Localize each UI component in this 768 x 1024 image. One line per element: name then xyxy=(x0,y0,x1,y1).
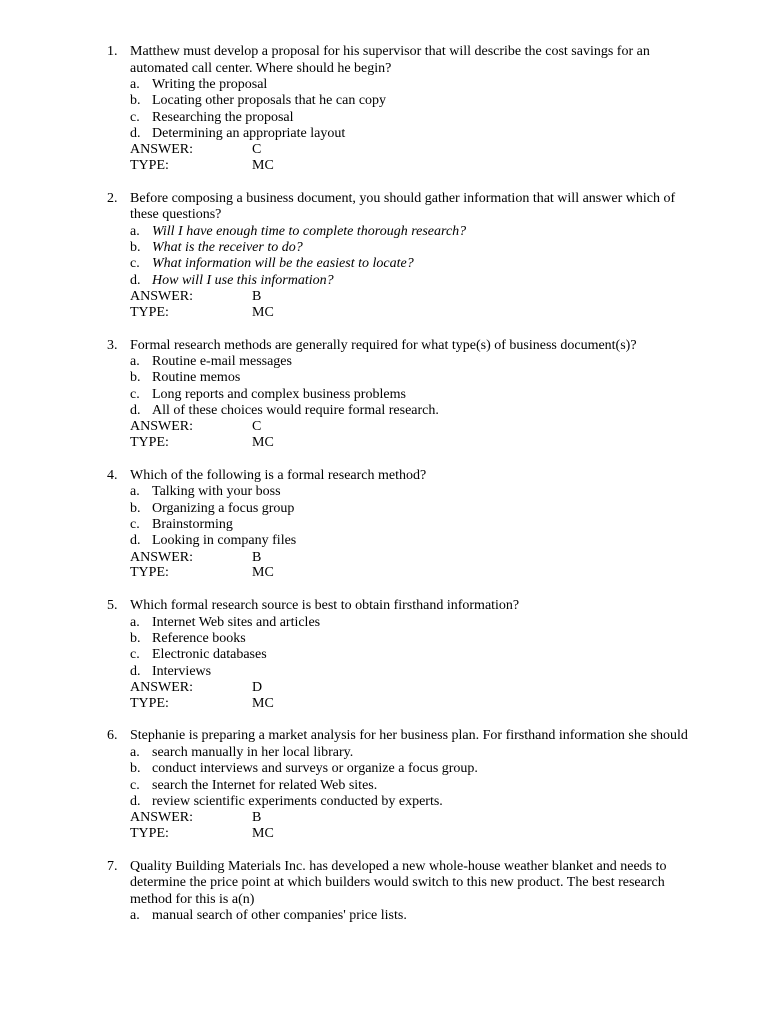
type-row xyxy=(0,696,768,712)
question-number: 2. xyxy=(107,190,118,206)
option-text: Organizing a focus group xyxy=(152,500,295,516)
answer-row xyxy=(0,680,768,696)
answer-value: C xyxy=(252,142,262,158)
option-text: Electronic databases xyxy=(152,647,267,663)
answer-row xyxy=(0,289,768,305)
type-label: TYPE: xyxy=(130,565,169,581)
type-label: TYPE: xyxy=(130,304,169,320)
option-c xyxy=(0,387,768,403)
option-text: Routine e-mail messages xyxy=(152,354,292,370)
option-letter: c. xyxy=(130,647,140,663)
option-text: Brainstorming xyxy=(152,516,233,532)
answer-label: ANSWER: xyxy=(130,142,193,158)
option-letter: b. xyxy=(130,761,141,777)
option-text: Researching the proposal xyxy=(152,109,294,125)
type-row xyxy=(0,826,768,842)
question-7 xyxy=(0,859,768,925)
question-text: Formal research methods are generally required for what type(s) of business document(s)? xyxy=(130,337,637,353)
option-letter: d. xyxy=(130,533,141,549)
option-letter: a. xyxy=(130,223,140,239)
option-a xyxy=(0,354,768,370)
question-3 xyxy=(0,338,768,451)
option-c xyxy=(0,256,768,272)
option-text: Routine memos xyxy=(152,370,241,386)
option-a xyxy=(0,77,768,93)
option-text: How will I use this information? xyxy=(152,272,334,288)
option-b xyxy=(0,501,768,517)
option-c xyxy=(0,517,768,533)
answer-value: C xyxy=(252,419,262,435)
question-number: 3. xyxy=(107,337,118,353)
answer-label: ANSWER: xyxy=(130,679,193,695)
option-letter: c. xyxy=(130,516,140,532)
question-text: Before composing a business document, you should gather information that will answer which of these questions? xyxy=(130,190,676,223)
answer-row xyxy=(0,419,768,435)
option-b xyxy=(0,761,768,777)
option-letter: b. xyxy=(130,240,141,256)
type-row xyxy=(0,565,768,581)
question-text: Quality Building Materials Inc. has developed a new whole-house weather blanket and needs to determine the price point at which builders would switch to this new product. The best research method for this is a(n) xyxy=(130,858,667,907)
option-letter: a. xyxy=(130,77,140,92)
question-text: Which formal research source is best to obtain firsthand information? xyxy=(130,598,520,614)
question-5 xyxy=(0,598,768,711)
question-4 xyxy=(0,468,768,581)
question-1 xyxy=(0,44,768,174)
option-d xyxy=(0,533,768,549)
answer-row xyxy=(0,550,768,566)
type-row xyxy=(0,305,768,321)
option-letter: a. xyxy=(130,354,140,370)
option-b xyxy=(0,631,768,647)
option-text: conduct interviews and surveys or organize a focus group. xyxy=(152,761,478,777)
option-b xyxy=(0,93,768,109)
question-number: 1. xyxy=(107,44,118,59)
answer-label: ANSWER: xyxy=(130,288,193,304)
option-letter: a. xyxy=(130,744,140,760)
option-letter: b. xyxy=(130,370,141,386)
answer-row xyxy=(0,810,768,826)
option-c xyxy=(0,778,768,794)
option-text: All of these choices would require formal research. xyxy=(152,402,439,418)
type-label: TYPE: xyxy=(130,695,169,711)
type-row xyxy=(0,158,768,174)
type-value: MC xyxy=(252,304,274,320)
option-d xyxy=(0,126,768,142)
question-list xyxy=(0,44,768,941)
option-a xyxy=(0,615,768,631)
option-text: search manually in her local library. xyxy=(152,744,354,760)
answer-label: ANSWER: xyxy=(130,810,193,826)
option-text: Long reports and complex business problems xyxy=(152,386,406,402)
option-d xyxy=(0,664,768,680)
option-d xyxy=(0,403,768,419)
type-label: TYPE: xyxy=(130,435,169,451)
option-letter: d. xyxy=(130,402,141,418)
option-letter: a. xyxy=(130,484,140,500)
option-letter: c. xyxy=(130,256,140,272)
type-row xyxy=(0,435,768,451)
option-a xyxy=(0,224,768,240)
option-letter: b. xyxy=(130,93,141,109)
option-d xyxy=(0,273,768,289)
option-letter: c. xyxy=(130,109,140,125)
option-text: manual search of other companies' price lists. xyxy=(152,908,407,924)
option-b xyxy=(0,240,768,256)
answer-label: ANSWER: xyxy=(130,419,193,435)
answer-value: D xyxy=(252,679,263,695)
option-letter: a. xyxy=(130,908,140,924)
question-number: 4. xyxy=(107,467,118,483)
answer-value: B xyxy=(252,549,262,565)
option-text: Determining an appropriate layout xyxy=(152,125,346,141)
answer-value: B xyxy=(252,810,262,826)
option-c xyxy=(0,647,768,663)
option-text: Reference books xyxy=(152,630,246,646)
type-label: TYPE: xyxy=(130,157,169,173)
option-letter: a. xyxy=(130,614,140,630)
question-text: Stephanie is preparing a market analysis for her business plan. For firsthand information she should xyxy=(130,728,688,744)
option-text: Will I have enough time to complete thorough research? xyxy=(152,223,467,239)
option-a xyxy=(0,745,768,761)
option-letter: d. xyxy=(130,793,141,809)
option-text: search the Internet for related Web sites. xyxy=(152,777,378,793)
option-letter: c. xyxy=(130,386,140,402)
question-number: 5. xyxy=(107,598,118,614)
question-number: 7. xyxy=(107,858,118,874)
option-a xyxy=(0,908,768,924)
option-letter: b. xyxy=(130,630,141,646)
type-label: TYPE: xyxy=(130,825,169,841)
option-d xyxy=(0,794,768,810)
option-letter: d. xyxy=(130,663,141,679)
question-text: Matthew must develop a proposal for his supervisor that will describe the cost savings for an automated call center. Where should he begin? xyxy=(130,44,650,76)
type-value: MC xyxy=(252,157,274,173)
option-text: What is the receiver to do? xyxy=(152,240,303,256)
answer-value: B xyxy=(252,288,262,304)
option-text: Locating other proposals that he can copy xyxy=(152,93,387,109)
option-text: Talking with your boss xyxy=(152,484,281,500)
option-c xyxy=(0,110,768,126)
option-letter: c. xyxy=(130,777,140,793)
option-text: Interviews xyxy=(152,663,212,679)
option-a xyxy=(0,484,768,500)
option-text: Internet Web sites and articles xyxy=(152,614,321,630)
option-text: review scientific experiments conducted by experts. xyxy=(152,793,443,809)
option-text: Writing the proposal xyxy=(152,77,268,92)
option-b xyxy=(0,370,768,386)
question-text: Which of the following is a formal research method? xyxy=(130,467,427,483)
question-2 xyxy=(0,191,768,321)
type-value: MC xyxy=(252,565,274,581)
option-letter: b. xyxy=(130,500,141,516)
option-text: What information will be the easiest to locate? xyxy=(152,256,414,272)
type-value: MC xyxy=(252,435,274,451)
type-value: MC xyxy=(252,825,274,841)
option-letter: d. xyxy=(130,272,141,288)
answer-label: ANSWER: xyxy=(130,549,193,565)
question-number: 6. xyxy=(107,728,118,744)
type-value: MC xyxy=(252,695,274,711)
option-letter: d. xyxy=(130,125,141,141)
answer-row xyxy=(0,142,768,158)
question-6 xyxy=(0,728,768,841)
option-text: Looking in company files xyxy=(152,533,297,549)
